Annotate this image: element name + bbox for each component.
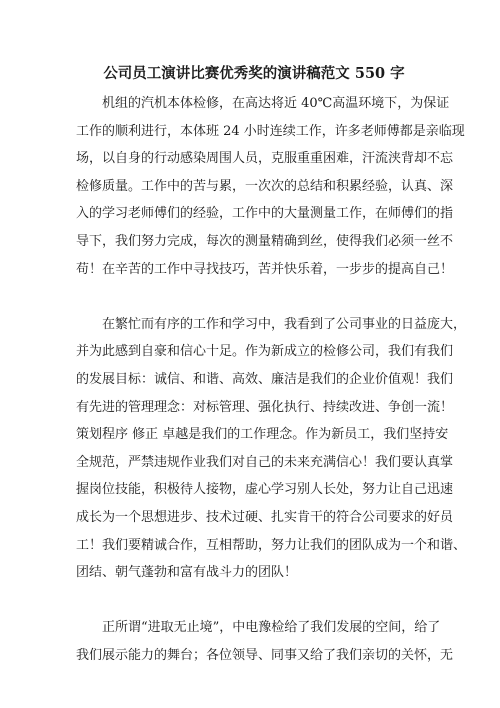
- paragraph-2: [76, 311, 467, 587]
- paragraph-line: 策划程序 修正 卓越是我们的工作理念。作为新员工，我们坚持安: [76, 427, 449, 443]
- paragraph-line: 场，以自身的行动感染周围人员，克服重重困难，汗流浃背却不忘: [76, 151, 454, 167]
- paragraph-line: 检修质量。工作中的苦与累，一次次的总结和积累经验，认真、深: [76, 178, 454, 194]
- paragraph-line: 导下，我们努力完成，每次的测量精确到丝，使得我们必须一丝不: [76, 233, 454, 249]
- paragraph-line: 机组的汽机本体检修，在高达将近 40℃高温环境下，为保证: [102, 96, 450, 111]
- paragraph-line: 正所谓“进取无止境”，中电豫检给了我们发展的空间，给了: [102, 620, 441, 636]
- paragraph-1: [76, 90, 465, 283]
- paragraph-line: 成长为一个思想进步、技术过硬、扎实肯干的符合公司要求的好员: [76, 509, 454, 525]
- document-title: 公司员工演讲比赛优秀奖的演讲稿范文 550 字: [103, 65, 405, 82]
- paragraph-line: 的发展目标：诚信、和谐、高效、廉洁是我们的企业价值观！我们: [76, 371, 454, 387]
- paragraph-spacer: [76, 283, 432, 311]
- paragraph-line: 工！我们要精诚合作，互相帮助，努力让我们的团队成为一个和谐、: [76, 537, 467, 553]
- paragraph-line: 入的学习老师傅们的经验，工作中的大量测量工作，在师傅们的指: [76, 206, 454, 222]
- paragraph-line: 全规范，严禁违规作业我们对自己的未来充满信心！我们要认真掌: [76, 454, 454, 470]
- paragraph-line: 团结、朝气蓬勃和富有战斗力的团队！: [76, 565, 298, 581]
- paragraph-line: 在繁忙而有序的工作和学习中，我看到了公司事业的日益庞大，: [102, 316, 467, 332]
- paragraph-spacer: [76, 587, 432, 615]
- paragraph-line: 握岗位技能，积极待人接物，虚心学习别人长处，努力让自己迅速: [76, 482, 454, 498]
- paragraph-line: 有先进的管理理念：对标管理、强化执行、持续改进、争创一流！: [76, 399, 454, 415]
- paragraph-line: 苟！在辛苦的工作中寻找技巧，苦并快乐着，一步步的提高自己！: [76, 261, 454, 277]
- paragraph-line: 并为此感到自豪和信心十足。作为新成立的检修公司，我们有我们: [76, 344, 454, 360]
- paragraph-line: 工作的顺利进行，本体班 24 小时连续工作，许多老师傅都是亲临现: [76, 123, 465, 139]
- paragraph-line: 我们展示能力的舞台；各位领导、同事又给了我们亲切的关怀，无: [76, 647, 454, 663]
- paragraph-3: [76, 614, 454, 669]
